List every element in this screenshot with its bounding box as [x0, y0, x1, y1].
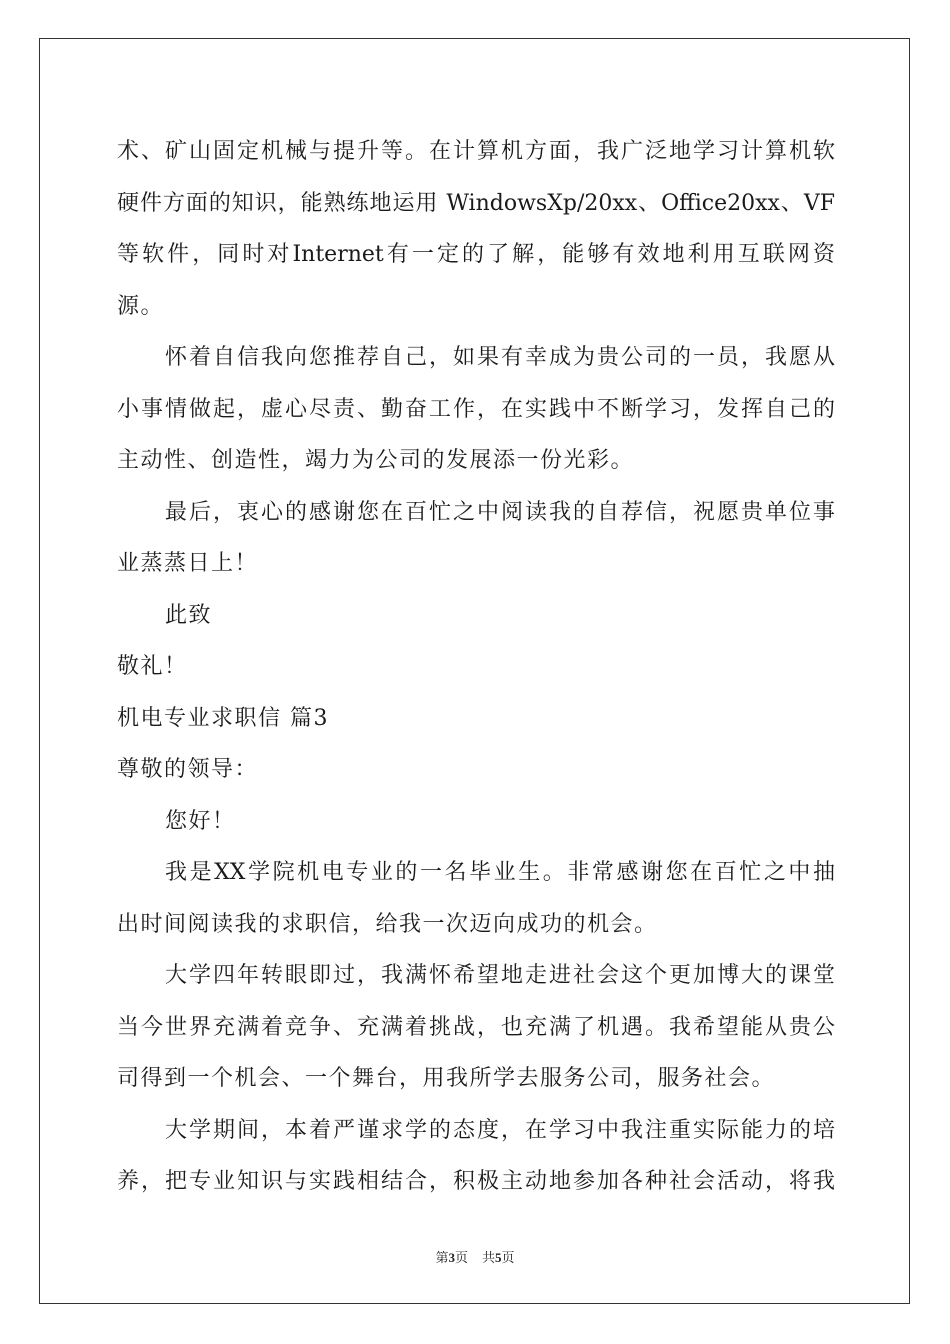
text-line: 硬件方面的知识，能熟练地运用 WindowsXp/20xx、Office20xx、VF	[117, 190, 835, 216]
closing-salutation: 此致	[165, 602, 213, 628]
total-pages: 5	[495, 1250, 502, 1265]
text-line: 业蒸蒸日上！	[117, 551, 259, 576]
page-number: 3	[448, 1250, 455, 1265]
text-line: 等软件，同时对Internet有一定的了解，能够有效地利用互联网资	[117, 242, 835, 267]
text-line: 司得到一个机会、一个舞台，用我所学去服务公司，服务社会。	[117, 1066, 776, 1091]
paragraph-start: 最后，衷心的感谢您在百忙之中阅读我的自荐信，祝愿贵单位事	[165, 499, 835, 525]
text-line: 当今世界充满着竞争、充满着挑战，也充满了机遇。我希望能从贵公	[117, 1014, 835, 1040]
document-body	[117, 126, 835, 1208]
text-line: 源。	[117, 293, 165, 319]
text-line: 主动性、创造性，竭力为公司的发展添一份光彩。	[117, 448, 635, 473]
paragraph-start: 怀着自信我向您推荐自己，如果有幸成为贵公司的一员，我愿从	[165, 345, 835, 370]
paragraph-start: 大学期间，本着严谨求学的态度，在学习中我注重实际能力的培	[165, 1117, 835, 1143]
text-line: 术、矿山固定机械与提升等。在计算机方面，我广泛地学习计算机软	[117, 139, 835, 164]
paragraph-start: 我是XX学院机电专业的一名毕业生。非常感谢您在百忙之中抽	[165, 860, 835, 885]
page-suffix: 页	[454, 1250, 468, 1265]
section-title: 机电专业求职信 篇3	[117, 705, 329, 731]
closing-regards: 敬礼！	[117, 654, 188, 679]
text-line: 养，把专业知识与实践相结合，积极主动地参加各种社会活动，将我	[117, 1169, 835, 1194]
text-line: 出时间阅读我的求职信，给我一次迈向成功的机会。	[117, 911, 658, 937]
paragraph-start: 大学四年转眼即过，我满怀希望地走进社会这个更加博大的课堂	[165, 963, 835, 988]
total-prefix: 共	[482, 1250, 496, 1265]
total-suffix: 页	[501, 1250, 515, 1265]
page-footer	[0, 1247, 950, 1266]
page-prefix: 第	[435, 1250, 449, 1265]
greeting-recipient: 尊敬的领导：	[117, 757, 259, 782]
text-line: 小事情做起，虚心尽责、勤奋工作，在实践中不断学习，发挥自己的	[117, 396, 835, 422]
greeting: 您好！	[165, 808, 236, 834]
